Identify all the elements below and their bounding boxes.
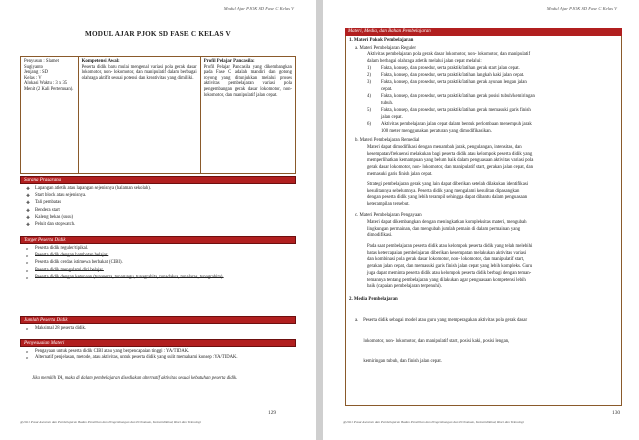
section-2-title: 2. Media Pembelajaran	[349, 297, 398, 302]
list-item: o Alternatif penjelasan, metode, atau aktivitas, untuk peserta didik yang sulit memahami konsep :YA/TIDAK.	[26, 355, 238, 361]
author-line: Penyusun : Slamet	[24, 59, 59, 64]
target-title: Target Peserta Didik	[24, 238, 66, 244]
left-page	[0, 0, 316, 440]
sarana-list	[26, 185, 294, 228]
regular-material-intro: Aktivitas pembelajaran pola gerak dasar lokomotor, non- lokomotor, dan manipulatif dalam berbagai olahraga atletik melalui jalan cepat melalui:	[367, 52, 531, 64]
enrichment-material-label: c. Materi Pembelajaran Pengayaan	[355, 213, 422, 218]
target-list	[26, 245, 294, 281]
list-item: o Peserta didik dengan hambatan belajar.	[26, 253, 109, 259]
penyesuaian-list	[26, 348, 294, 362]
list-item: ❖ Kaleng bekas (susu)	[26, 214, 74, 220]
page-number: 129	[268, 410, 277, 416]
list-item: ❖ Peluit dan stopwatch.	[26, 222, 76, 228]
time-line: Alokasi Waktu : 3 x 35	[24, 81, 68, 87]
initial-competence	[79, 57, 201, 173]
media-item-a: a. Peserta didik sebagai model atau guru yang memperagakan aktivitas pola gerak dasar lokomotor, non- lokomotor, dan manipulatif start, posisi kaki, posisi lengan, kemiringan tubuh, dan finish jalan cepat.	[355, 318, 528, 364]
remedial-material-label: b. Materi Pembelajaran Remedial	[355, 138, 420, 143]
materials-header	[345, 28, 622, 36]
remedial-paragraph-2: Strategi pembelajaran gerak yang lain dapat diberikan setelah dilakukan identifikasi kesulitannya sebelumnya. Peserta didik yang mengalami kesulitan dipasangkan dengan peserta didik yang lebih terampil sehingga dapat dibantu dalam penguasaan keterampilan tersebut.	[367, 182, 529, 208]
list-item: o Pengayaan untuk peserta didik CIBI atau yang berpencapaian tinggi : YA/TIDAK.	[26, 349, 190, 354]
penyesuaian-note: Jika memilih YA, maka di dalam pembelajaran disediakan alternatif aktivitas sesuai kebutuhan peserta didik.	[32, 376, 238, 381]
initial-competence-text: Peserta didik baru mulai mengenal variasi pola gerak dasar lokomotor, non- lokomotor, dan manipulatif dalam berbagai olahraga aktifit sesuai potensi dan kreativitas yang dimiliki.	[81, 64, 197, 81]
level-line: Jenjang : SD	[24, 70, 48, 76]
jumlah-list	[26, 325, 294, 332]
materials-header-title: Materi, Media, dan Bahan Pembelajaran	[348, 29, 431, 35]
list-item: o Peserta didik cerdas istimewa berbakat (CIBI).	[26, 260, 123, 266]
list-item: o Peserta didik mengalami diri belajar.	[26, 267, 104, 273]
section-1-title: 1. Materi Pokok Pembelajaran	[349, 38, 414, 43]
class-line: Kelas : V	[24, 75, 42, 81]
page-footer: @2021 Pusat Asesmen dan Pembelajaran Badan Penelitian dan Pengembangan dan Perbukuan, Kementdikbud, Riset dan Teknologi	[343, 420, 524, 424]
running-header: Modul Ajar PJOK SD Fase C Kelas V	[546, 6, 617, 11]
remedial-paragraph-1: Materi dapat dimodifikasi dengan menambah jarak, pengulangan, intensitas, dan kesempatan/frekuensi melakukan bagi peserta didik atau kelompok peserta didik yang memperlihatkan kemampuan yang belum baik dalam penguasaan aktivitas variasi pola gerak dasar lokomotor, non- lokomotor, dan manipulatif start, gerakan jalan cepat, dan memasuki garis finish jalan cepat.	[367, 145, 534, 177]
pancasila-profile	[201, 57, 295, 173]
enrichment-paragraph-2: Pada saat pembelajaran peserta didik atau kelompok peserta didik yang telah melebihi batas ketercapaian pembelajaran diberikan kesempatan melakukan aktivitas variasi dan kombinasi pola gerak dasar lokomotor, non- lokomotor, dan manipulatif start, gerakan jalan cepat, dan memasuki garis finish jalan cepat yang lebih kompleks. Guru juga dapat meminta peserta didik atau kelompok peserta didik berbagi dengan teman- temannya tentang pembelajaran yang dilakukan agar penguasaan kompetensi lebih baik (capaian pembelajaran terpenuhi).	[367, 244, 533, 290]
running-header: Modul Ajar PJOK SD Fase C Kelas V	[223, 6, 294, 11]
author-line: Sugiyanto	[24, 64, 44, 70]
jumlah-title: Jumlah Peserta Didik	[24, 318, 68, 324]
penyesuaian-title: Penyesuaian Materi	[24, 341, 65, 347]
list-item: ❖ Tali pembatas	[26, 200, 62, 206]
book-gutter	[316, 0, 323, 440]
info-table	[20, 56, 296, 174]
list-item: ❖ Start block atau sejenisnya.	[26, 193, 87, 199]
module-title: MODUL AJAR PJOK SD FASE C KELAS V	[85, 30, 231, 38]
sarana-title: Sarana Prasarana	[24, 178, 62, 184]
jumlah-header	[20, 316, 296, 324]
list-item: ❖ Lapangan atletik atau lapangan sejenisnya (halaman sekolah).	[26, 186, 151, 191]
sarana-header	[20, 176, 296, 184]
target-header	[20, 236, 296, 244]
list-item: o Peserta didik dengan ketunaan (tunanetra, tunarungu, tunagrahita, tunadaksa, tunalaras, tunagrahita).	[26, 274, 224, 280]
initial-competence-heading: Kompetensi Awal:	[81, 59, 120, 64]
pancasila-profile-text: Profil Pelajar Pancasila yang dikembangkan pada Fase C adalah mandiri dan gotong royong yang ditunjukkan melalui proses aktivitas pembelajaran variasi pola pengembangan gerak dasar lokomotor, non-lokomotor, dan manipulatif jalan cepat.	[203, 64, 292, 98]
page-footer: @2021 Pusat Asesmen dan Pembelajaran Badan Penelitian dan Pengembangan dan Perbukuan, Kementdikbud, Riset dan Teknologi	[20, 420, 201, 424]
right-page: Modul Ajar PJOK SD Fase C Kelas V Materi, Media, dan Bahan Pembelajaran 1. Materi Pokok Pembelajaran a. Materi Pembelajaran Reguler Aktivitas pembelajaran pola gerak dasar lokomotor, non- lokomotor, dan manipulatif dalam berbagai olahraga atletik melalui jalan cepat melalui: 1) Fakta, konsep, dan prosedur, serta praktik/latihan gerak start jalan cepat. 2) Fakta, konsep, dan prosedur, serta praktik/latihan langkah kaki jalan cepat. 3) Fakta, konsep, dan prosedur, serta praktik/latihan gerak ayunan lengan jalan cepat. 4) Fakta, konsep, dan prosedur, serta praktik/latihan gerak posisi tubuh/kemiringan tubuh. 5) Fakta, konsep, dan prosedur, serta praktik/latihan gerak memasuki garis finish jalan cepat. 6) Aktivitas pembelajaran jalan cepat dalam bentuk perlombaan menempuh jarak 100 meter menggunakan peraturan yang dimodifikasikan. b. Materi Pembelajaran Remedial Materi dapat dimodifikasi dengan menambah jarak, pengulangan, intensitas, dan kesempatan/frekuensi melakukan bagi peserta didik atau kelompok peserta didik yang memperlihatkan kemampuan yang belum baik dalam penguasaan aktivitas variasi pola gerak dasar lokomotor, non- lokomotor, dan manipulatif start, gerakan jalan cepat, dan memasuki garis finish jalan cepat. Strategi pembelajaran gerak yang lain dapat diberikan setelah dilakukan identifikasi kesulitannya sebelumnya. Peserta didik yang mengalami kesulitan dipasangkan dengan peserta didik yang lebih terampil sehingga dapat dibantu dalam penguasaan keterampilan tersebut. c. Materi Pembelajaran Pengayaan Materi dapat dikembangkan dengan meningkatkan kompleksitas materi, mengubah lingkungan permainan, dan mengubah jumlah pemain di dalam permainan yang dimodifikasi. Pada saat pembelajaran peserta didik atau kelompok peserta didik yang telah melebihi batas ketercapaian pembelajaran diberikan kesempatan melakukan aktivitas variasi dan kombinasi pola gerak dasar lokomotor, non- lokomotor, dan manipulatif start, gerakan jalan cepat, dan memasuki garis finish jalan cepat yang lebih kompleks. Guru juga dapat meminta peserta didik atau kelompok peserta didik berbagi dengan teman- temannya tentang pembelajaran yang dilakukan agar penguasaan kompetensi lebih baik (capaian pembelajaran terpenuhi). 2. Media Pembelajaran a. Peserta didik sebagai model atau guru yang memperagakan aktivitas pola gerak dasar lokomotor, non- lokomotor, dan manipulatif start, posisi kaki, posisi lengan, kemiringan tubuh, dan finish jalan cepat. 130 @2021 Pusat Asesmen dan Pembelajaran Badan Penelitian dan Pengembangan dan Perbukuan, Kementdikbud, Riset dan Teknologi	[323, 0, 639, 440]
regular-material-label: a. Materi Pembelajaran Reguler	[355, 46, 417, 51]
page-number: 130	[612, 410, 621, 416]
list-item: ❖ Bendera start	[26, 207, 60, 213]
author-info	[21, 57, 79, 173]
list-item: o Peserta didik reguler/tipikal.	[26, 246, 89, 251]
pancasila-profile-heading: Profil Pelajar Pancasila:	[203, 59, 255, 64]
penyesuaian-header	[20, 339, 296, 347]
time-line: Menit (2 Kali Pertemuan).	[24, 86, 74, 92]
list-item: o Maksimal 28 peserta didik.	[26, 326, 87, 331]
enrichment-paragraph-1: Materi dapat dikembangkan dengan meningkatkan kompleksitas materi, mengubah lingkungan permainan, dan mengubah jumlah pemain di dalam permainan yang dimodifikasi.	[367, 220, 527, 239]
